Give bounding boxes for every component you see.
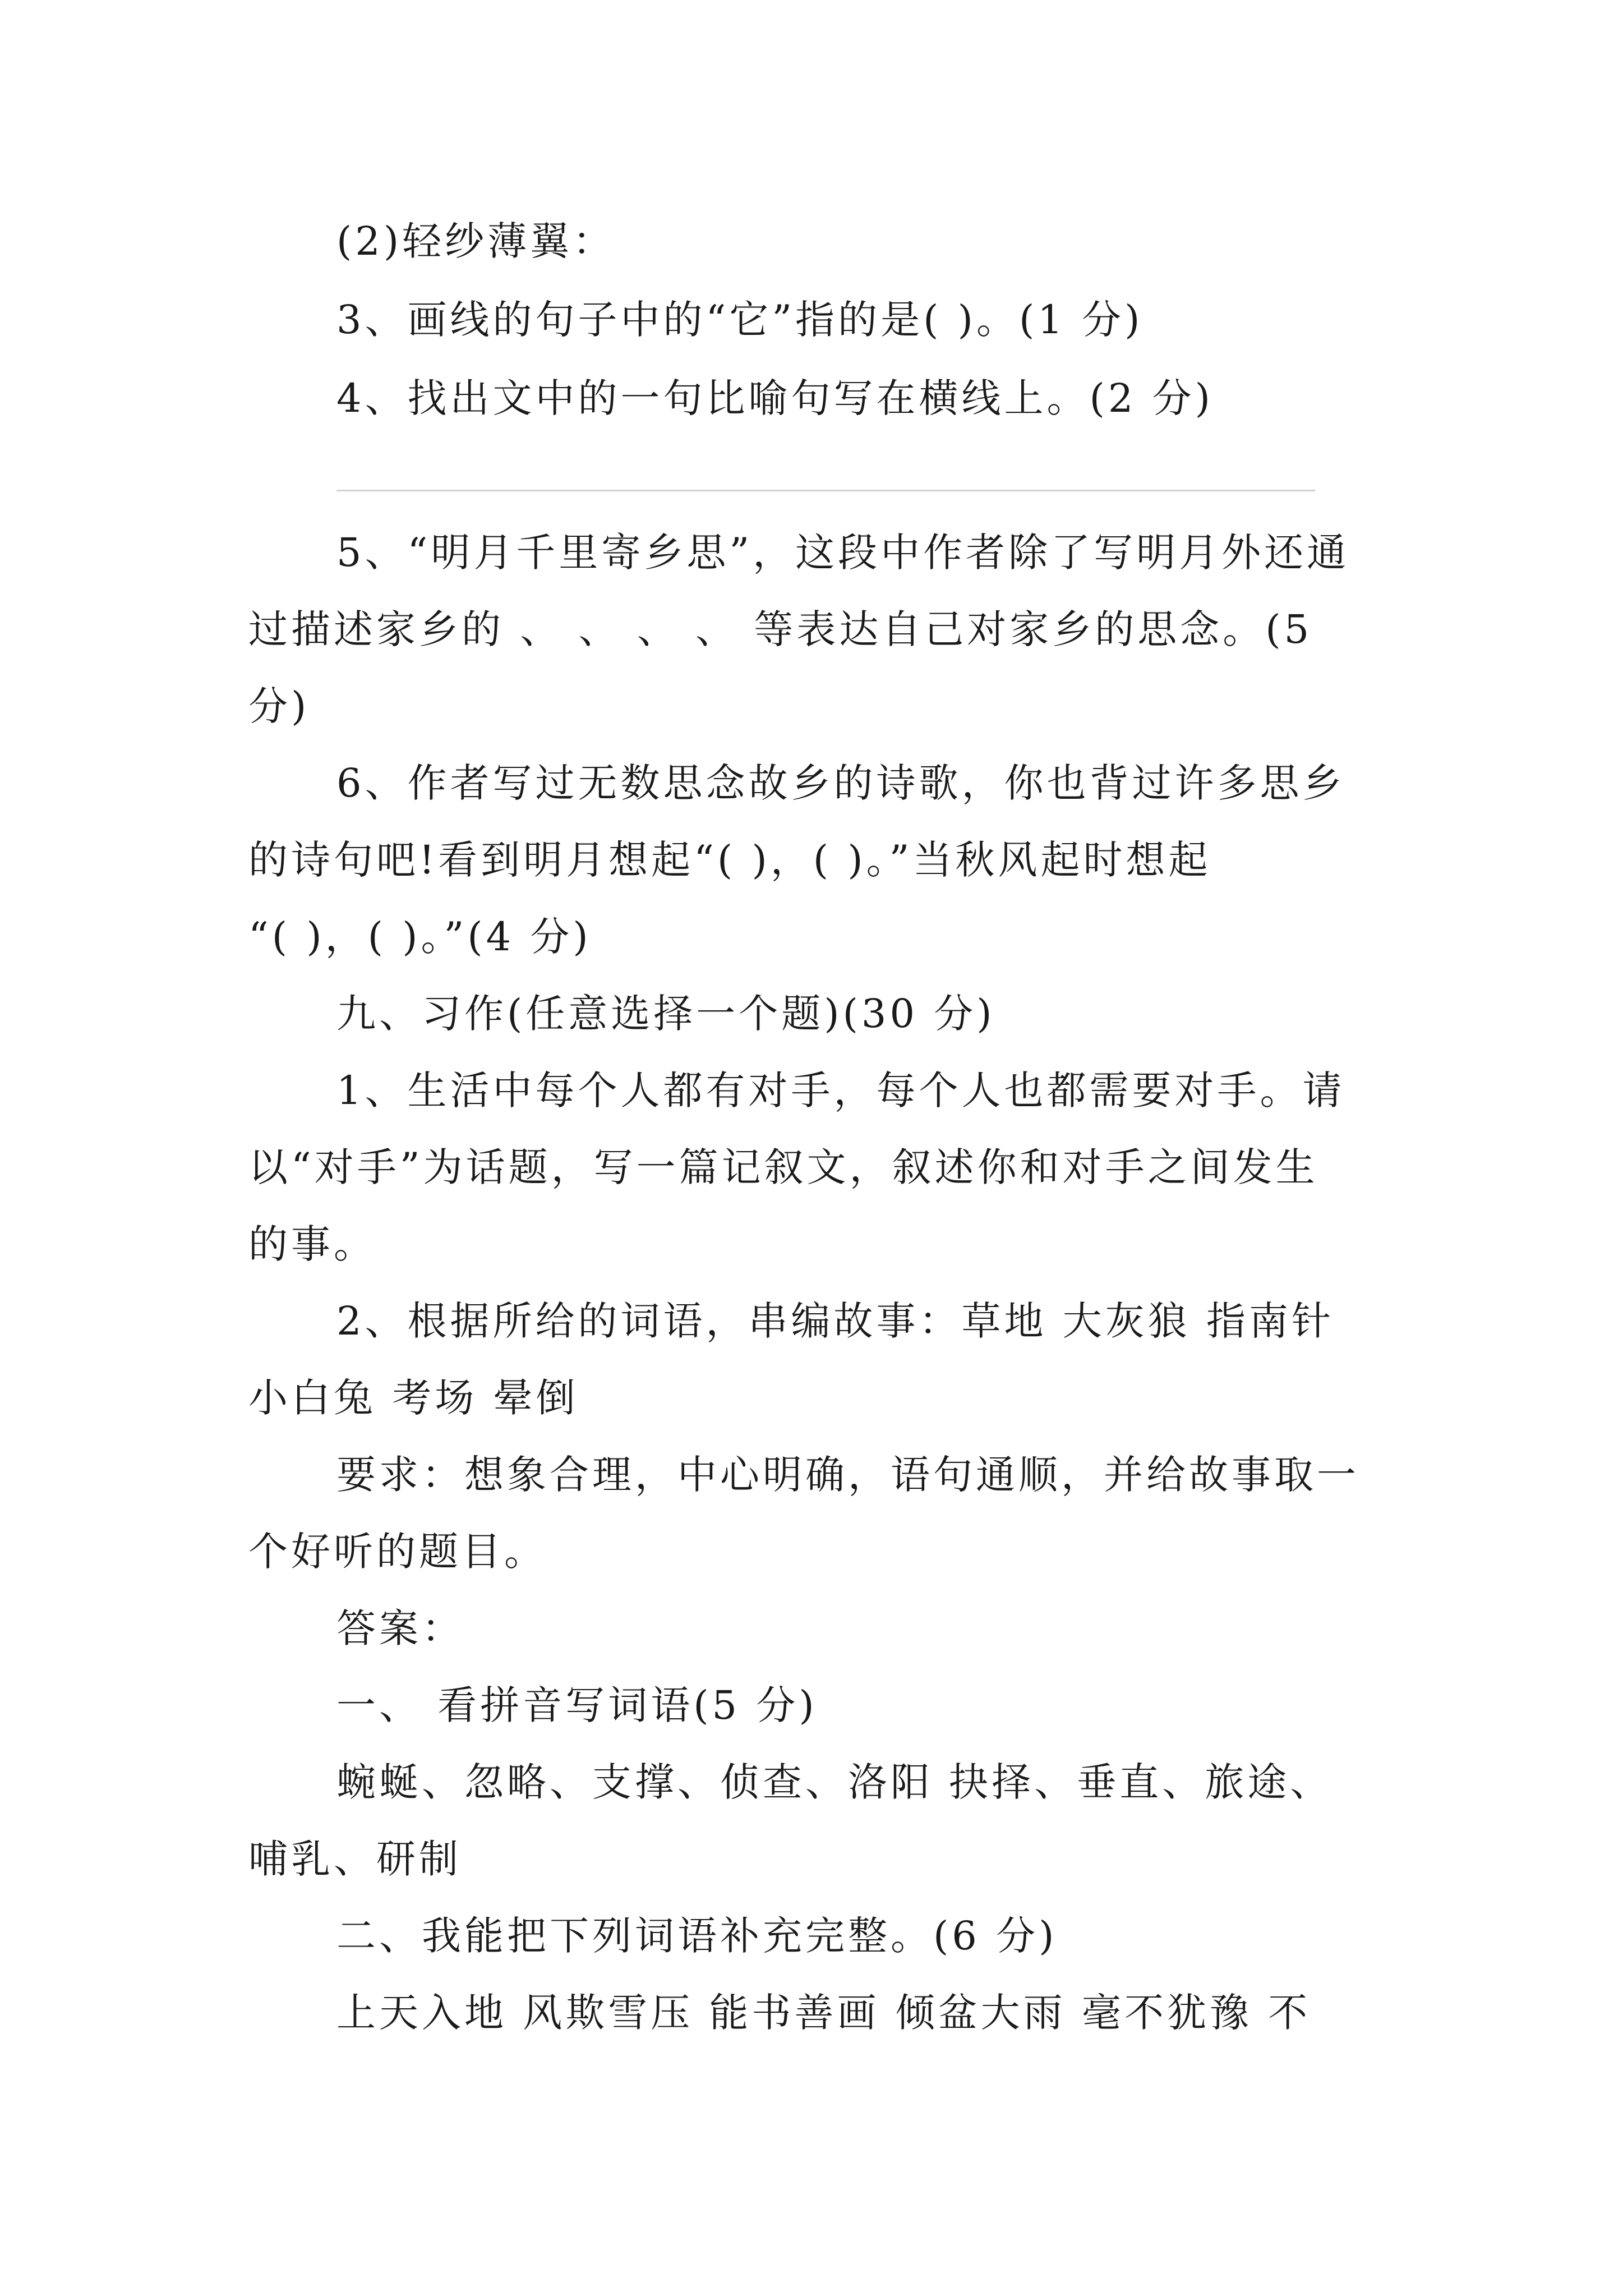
text-line: 过描述家乡的 、 、 、 、 等表达自己对家乡的思念。(5 — [248, 606, 1313, 652]
answer-text: 上天入地 风欺雪压 能书善画 倾盆大雨 毫不犹豫 不 — [336, 1990, 1311, 2036]
answer-section-2: 二、我能把下列词语补充完整。(6 分) — [336, 1913, 1058, 1959]
text-line: 哺乳、研制 — [248, 1836, 462, 1882]
text-line: 的诗句吧!看到明月想起“( )，( )。”当秋风起时想起 — [248, 837, 1211, 883]
answer-text: 蜿蜒、忽略、支撑、侦查、洛阳 抉择、垂直、旅途、 — [336, 1759, 1333, 1805]
answers-heading: 答案： — [336, 1605, 464, 1651]
section-heading: 九、习作(任意选择一个题)(30 分) — [336, 991, 995, 1037]
answer-line — [336, 490, 1315, 491]
text-line: 的事。 — [248, 1221, 376, 1267]
requirements: 要求：想象合理，中心明确，语句通顺，并给故事取一 — [336, 1452, 1359, 1498]
prompt-2: 2、根据所给的词语，串编故事：草地 大灰狼 指南针 — [336, 1298, 1335, 1344]
text-line: 小白兔 考场 晕倒 — [248, 1375, 579, 1421]
question-5: 5、“明月千里寄乡思”，这段中作者除了写明月外还通 — [336, 530, 1350, 576]
question-6: 6、作者写过无数思念故乡的诗歌，你也背过许多思乡 — [336, 760, 1345, 806]
text-line: 个好听的题目。 — [248, 1529, 547, 1575]
text-line: 分) — [248, 683, 310, 729]
question-3: 3、画线的句子中的“它”指的是( )。(1 分) — [336, 297, 1144, 343]
answer-section-1: 一、 看拼音写词语(5 分) — [336, 1682, 818, 1728]
text-line: “( )，( )。”(4 分) — [248, 914, 592, 960]
prompt-1: 1、生活中每个人都有对手，每个人也都需要对手。请 — [336, 1068, 1345, 1114]
text-line: (2)轻纱薄翼： — [336, 218, 616, 264]
text-line: 以“对手”为话题，写一篇记叙文，叙述你和对手之间发生 — [248, 1144, 1318, 1190]
question-4: 4、找出文中的一句比喻句写在横线上。(2 分) — [336, 375, 1214, 421]
